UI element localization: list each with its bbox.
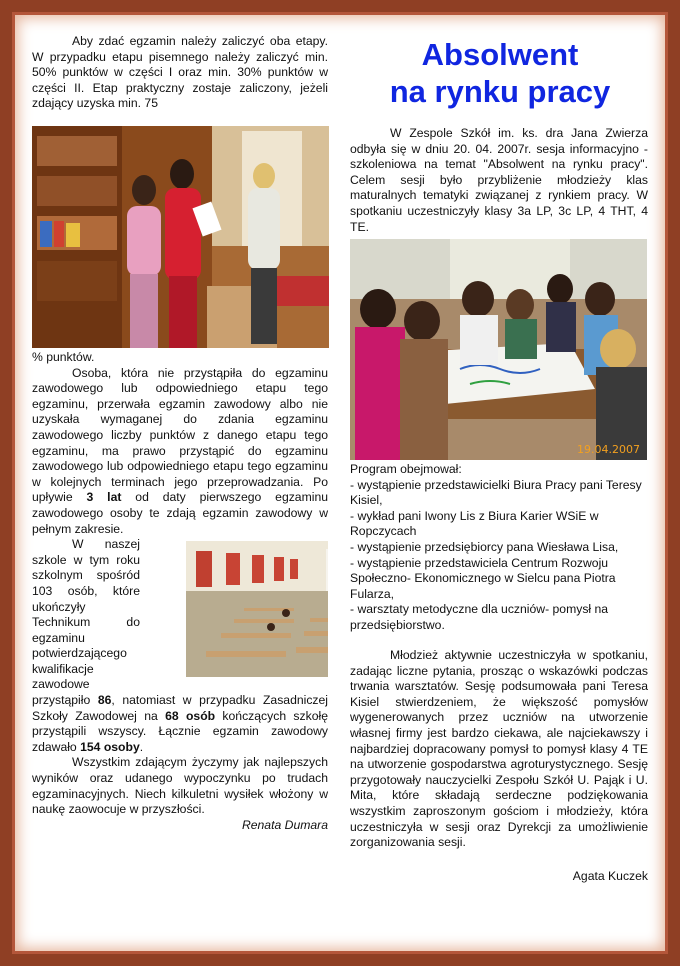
title-line-1: Absolwent [421, 37, 579, 72]
left-p3-bold-154: 154 osoby [80, 739, 140, 754]
left-intro-end: % punktów. [32, 350, 95, 364]
left-p3-text-a: W naszej szkole w tym roku szkolnym spośród 103 osób, które ukończyły Technikum do egzaminu potwierdzającego kwalifikacje zawodowe przystąpiło [32, 537, 140, 708]
program-heading: Program obejmował: [350, 462, 462, 476]
teachers-photo-image [32, 126, 329, 348]
left-body [32, 350, 328, 833]
photo-date-stamp: 19.04.2007 [577, 443, 640, 456]
program-item: - warsztaty metodyczne dla uczniów- pomysł na przedsiębiorstwo. [350, 602, 609, 632]
teachers-photo [32, 126, 329, 348]
right-author: Agata Kuczek [572, 868, 648, 883]
program-item: - wystąpienie przedsiębiorcy pana Wiesława Lisa, [350, 539, 619, 554]
workshop-photo-image [350, 239, 647, 460]
program-item: - wystąpienie przedstawicielki Biura Pracy pani Teresy Kisiel, [350, 477, 642, 508]
program-item: - wystąpienie przedstawiciela Centrum Rozwoju Społeczno- Ekonomicznego w Sielcu pana Piotra Fularza, [350, 555, 616, 601]
left-p3-text-d: . [139, 739, 144, 754]
right-conclusion [350, 648, 648, 884]
title-line-2: na rynku pracy [389, 74, 611, 109]
left-p3-text-b: , natomiast w przypadku Zasadniczej Szkoły Zawodowej na [32, 693, 329, 723]
left-author: Renata Dumara [241, 817, 328, 832]
workshop-photo [350, 239, 647, 460]
right-program [350, 462, 648, 634]
right-intro [350, 126, 648, 235]
left-p3-text-c: kończących szkołę przystąpili wszyscy. Łącznie egzamin zawodowy zdawało [32, 708, 328, 754]
classroom-photo [146, 541, 328, 677]
article-title [350, 36, 650, 110]
left-intro-text: Aby zdać egzamin należy zaliczyć oba etapy. W przypadku etapu pisemnego należy zaliczyć min. 50% punktów w części I oraz min. 30% punktów w części II. Etap praktyczny zostaje zaliczony, jeżeli zdający uzyska min. 75 [32, 34, 328, 111]
left-p3-bold-68: 68 osób [165, 708, 216, 723]
left-paragraph-2 [32, 366, 328, 538]
classroom-photo-image [186, 541, 328, 677]
left-paragraph-3 [32, 537, 328, 755]
left-paragraph-4: Wszystkim zdającym życzymy jak najlepszych wyników oraz udanego wypoczynku po trudach egzaminacyjnych. Niech kilkuletni wysiłek włożony w naukę zaowocuje w przyszłości. [32, 755, 328, 817]
right-intro-text: W Zespole Szkół im. ks. dra Jana Zwierza odbyła się w dniu 20. 04. 2007r. sesja informacyjno - szkoleniowa na temat "Absolwent na rynku pracy". Celem sesji było przybliżenie młodzieży klas maturalnych tematyki związanej z rynkiem pracy. W spotkaniu uczestniczyły klasy 3a LP, 3c LP, 4 THT, 4 TE. [350, 126, 648, 234]
left-p3-bold-86: 86 [97, 693, 112, 708]
right-conclusion-text: Młodzież aktywnie uczestniczyła w spotkaniu, zadając liczne pytania, prosząc o wskazówki podczas trwania warsztatów. Sesję podsumowała pani Teresa Kisiel stwierdzeniem, że większość pomysłów wygenerowanych przez uczniów na utworzenie własnej firmy jest bardzo ciekawa, ale najciekawszy i najbardziej dopracowany pomysł to pomysł klasy 4 TE na utworzenie gospodarstwa agroturystycznego. Sesję przygotowały nauczycielki Zespołu Szkół U. Pająk i U. Mita, które składają serdeczne podziękowania wszystkim zaproszonym gościom i młodzieży, która uczestniczyła w sesji oraz Dyrekcji za umożliwienie zorganizowania sesji. [350, 648, 648, 850]
left-p2-bold: 3 lat [86, 490, 122, 505]
left-intro [32, 34, 328, 112]
left-p2-text-a: Osoba, która nie przystąpiła do egzaminu zawodowego lub odpowiedniego etapu tego egzaminu, przerwała egzamin zawodowy albo nie uzyskała wymaganej do zdania egzaminu zawodowego liczby punktów z danego etapu tego egzaminu, ma prawo przystąpić do egzaminu zawodowego lub odpowiedniego etapu tego egzaminu w kolejnych terminach jego przeprowadzania. Po upływie [32, 365, 328, 505]
program-item: - wykład pani Iwony Lis z Biura Karier WSiE w Ropczycach [350, 508, 599, 539]
left-p2-text-b: od daty pierwszego egzaminu zawodowego osoby te zdają egzamin zawodowy w pełnym zakresie. [32, 490, 329, 536]
